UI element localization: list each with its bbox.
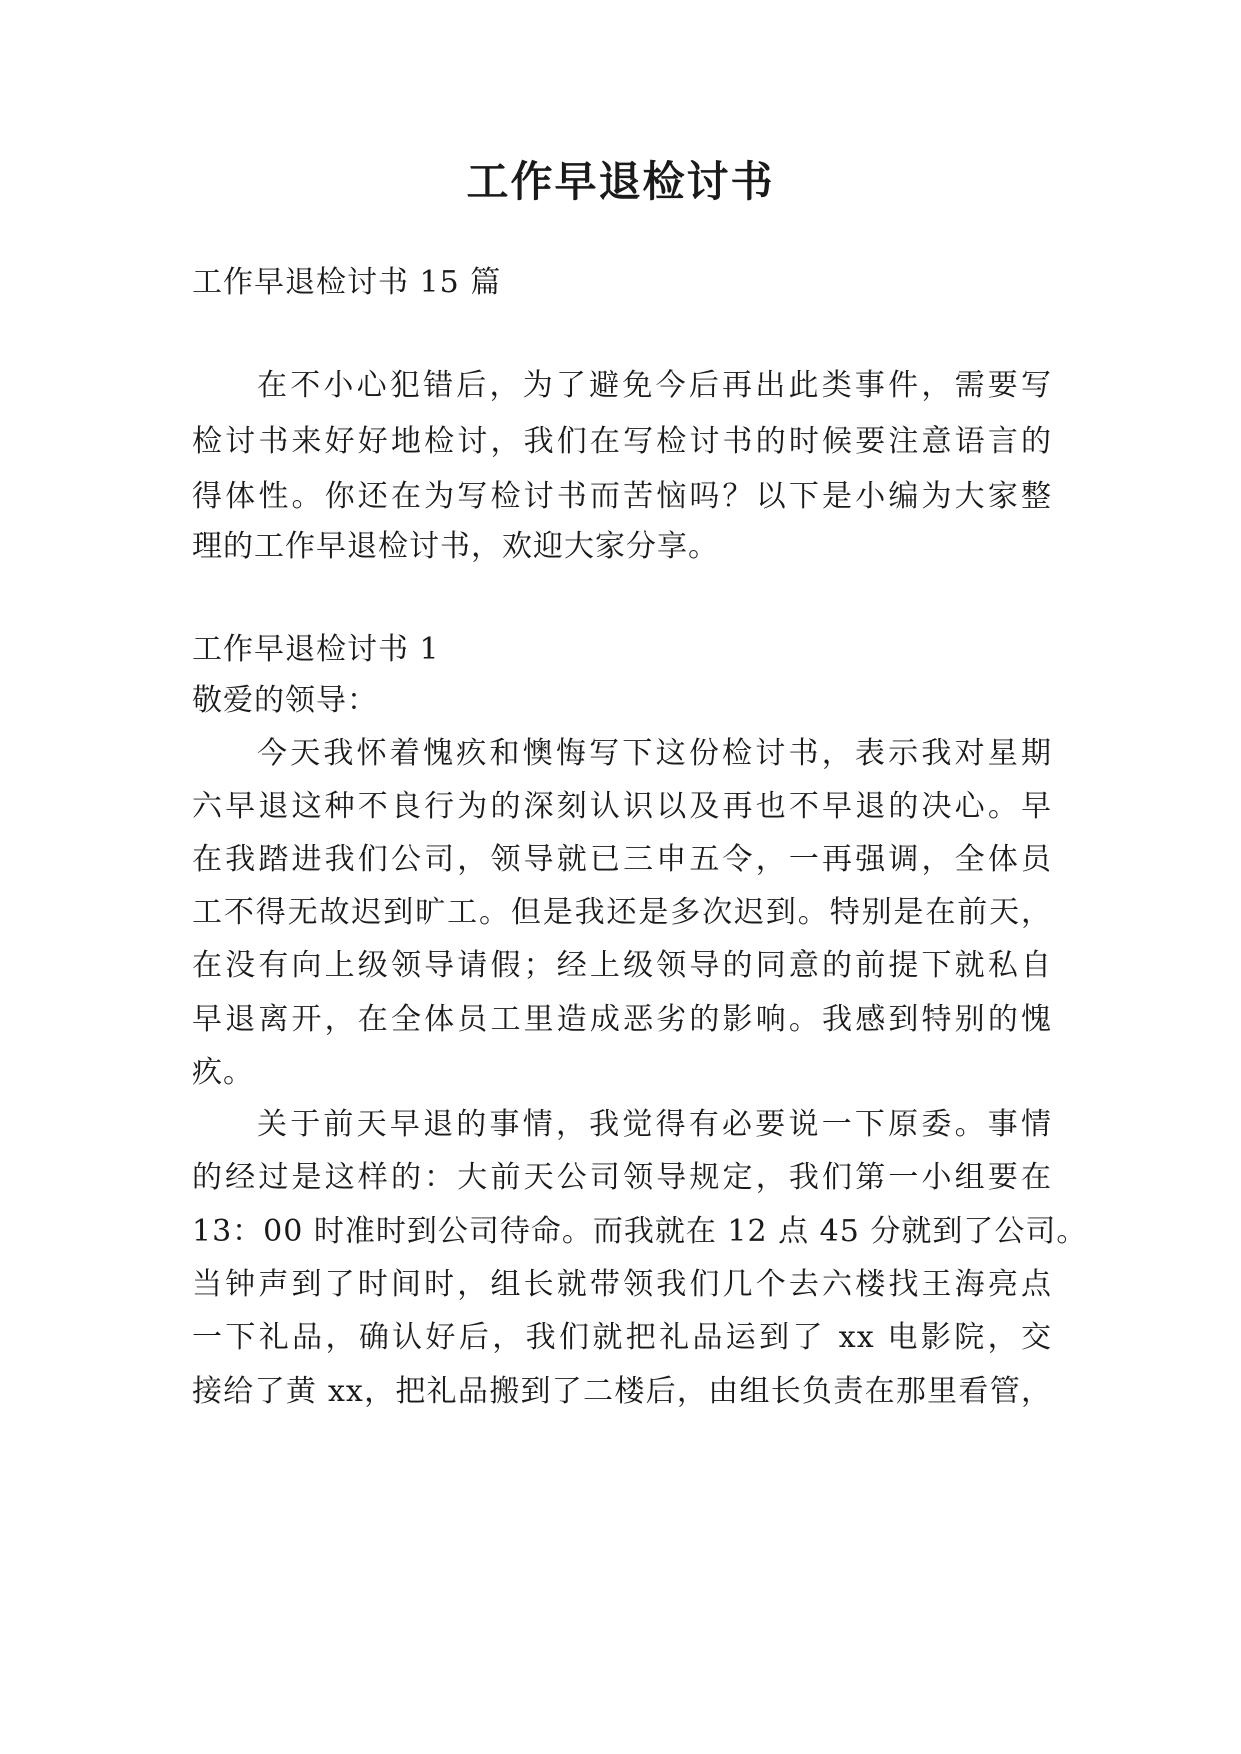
intro-line: 在不小心犯错后，为了避免今后再出此类事件，需要写 [257,368,1052,403]
paragraph-line: 在我踏进我们公司，领导就已三申五令，一再强调，全体员 [192,842,1052,877]
paragraph-line: 关于前天早退的事情，我觉得有必要说一下原委。事情 [257,1107,1052,1142]
paragraph-line: 一下礼品，确认好后，我们就把礼品运到了 xx 电影院，交 [192,1320,1052,1355]
section-heading: 工作早退检讨书 1 [192,632,440,667]
document-title: 工作早退检讨书 [466,157,775,206]
paragraph-line: 的经过是这样的：大前天公司领导规定，我们第一小组要在 [192,1160,1052,1195]
document-subtitle: 工作早退检讨书 15 篇 [192,265,502,300]
paragraph-line: 早退离开，在全体员工里造成恶劣的影响。我感到特别的愧 [192,1002,1052,1037]
salutation: 敬爱的领导： [192,683,378,718]
paragraph-line: 接给了黄 xx，把礼品搬到了二楼后，由组长负责在那里看管， [192,1374,1052,1409]
paragraph-line: 六早退这种不良行为的深刻认识以及再也不早退的决心。早 [192,789,1052,824]
paragraph-line: 工不得无故迟到旷工。但是我还是多次迟到。特别是在前天， [192,895,1052,930]
paragraph-line: 13：00 时准时到公司待命。而我就在 12 点 45 分就到了公司。 [192,1214,1088,1249]
intro-line: 检讨书来好好地检讨，我们在写检讨书的时候要注意语言的 [192,424,1052,459]
paragraph-line: 当钟声到了时间时，组长就带领我们几个去六楼找王海亮点 [192,1267,1052,1302]
intro-line: 理的工作早退检讨书，欢迎大家分享。 [192,529,719,564]
paragraph-line: 疚。 [192,1055,254,1090]
paragraph-line: 今天我怀着愧疚和懊悔写下这份检讨书，表示我对星期 [257,736,1052,771]
paragraph-line: 在没有向上级领导请假；经上级领导的同意的前提下就私自 [192,948,1052,983]
intro-line: 得体性。你还在为写检讨书而苦恼吗？以下是小编为大家整 [192,479,1052,514]
